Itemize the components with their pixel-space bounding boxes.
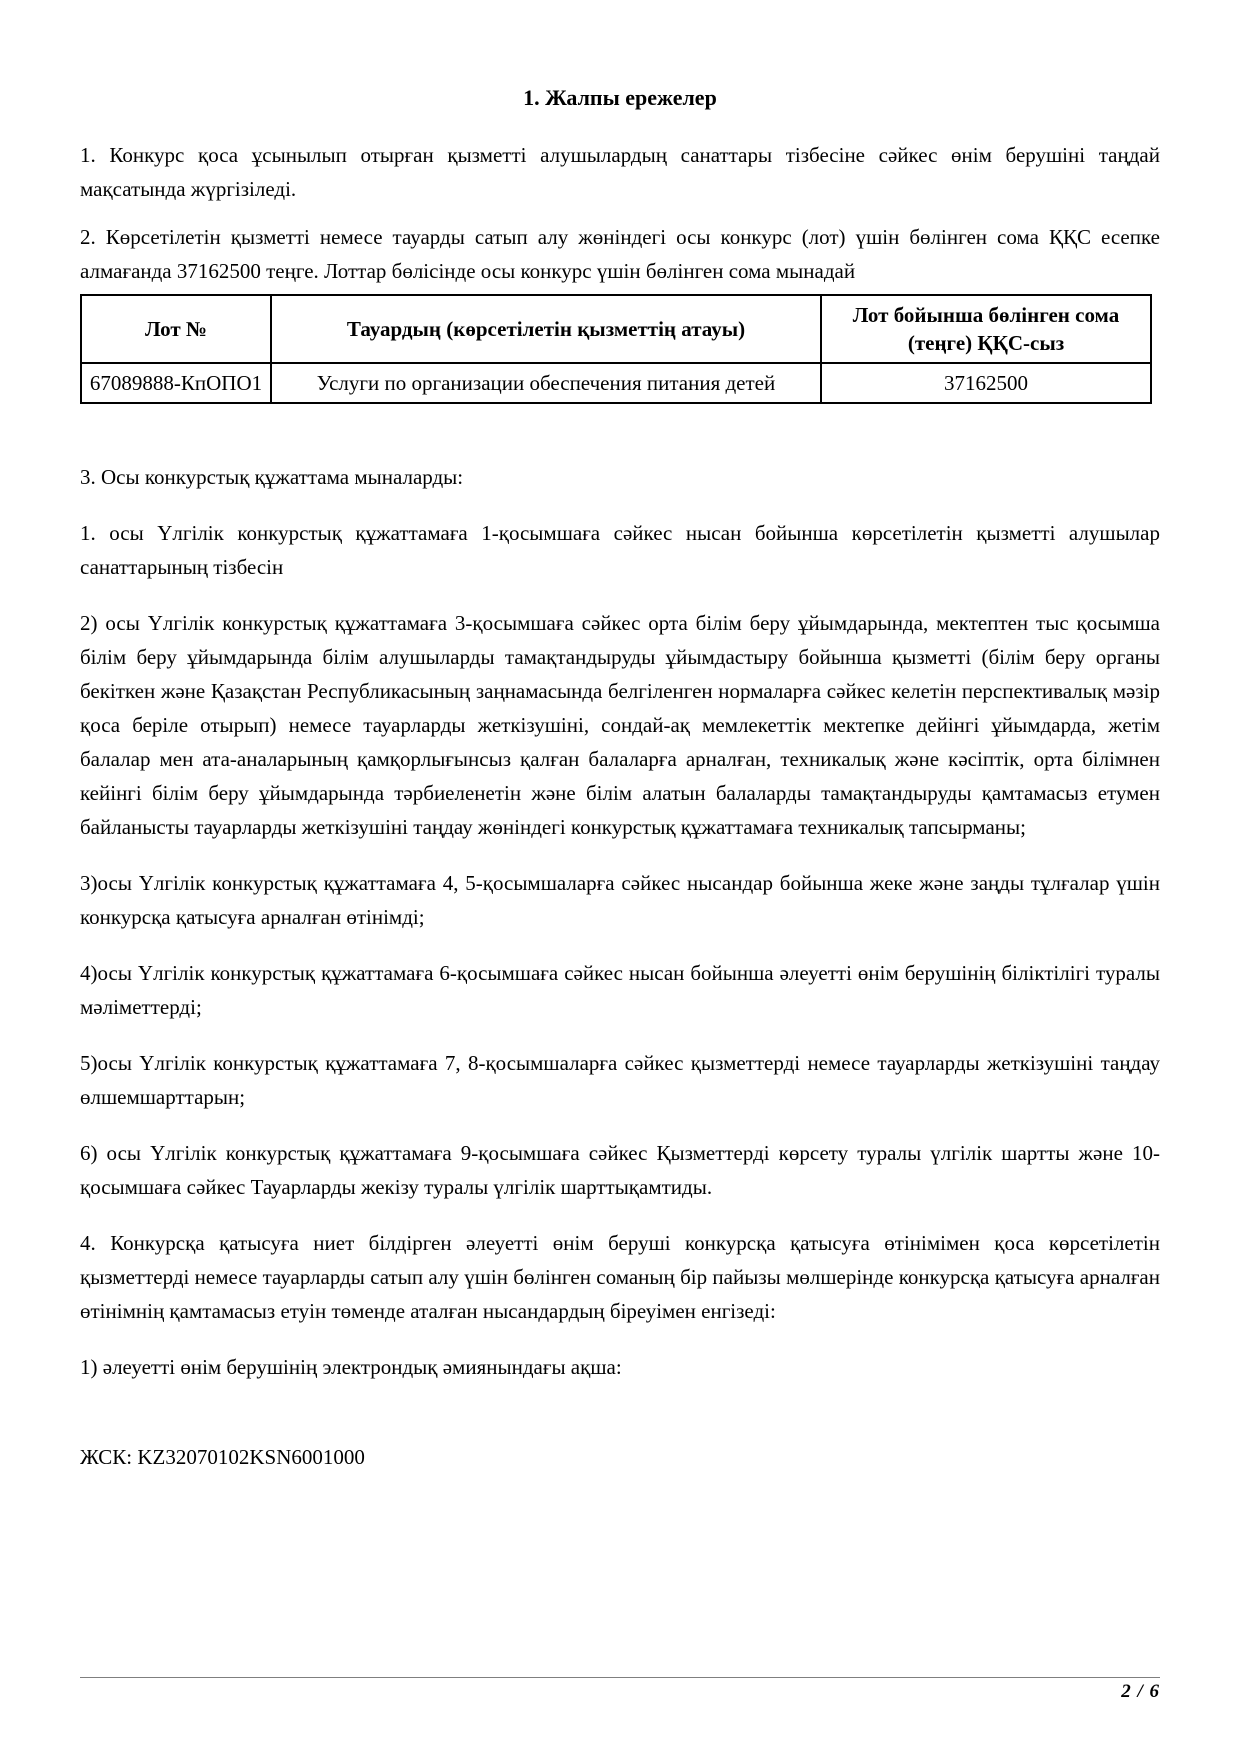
table-row — [81, 363, 1151, 403]
lot-table-body — [81, 363, 1151, 403]
list-item-1: 1. осы Үлгілік конкурстық құжаттамаға 1-қосымшаға сәйкес нысан бойынша көрсетілетін қызметті алушылар санаттарының тізбесін — [80, 521, 1160, 579]
lot-table-header-item-name-label: Тауардың (көрсетілетін қызметтің атауы) — [346, 317, 746, 341]
lot-number-cell: 67089888-КпОПО1 — [81, 363, 271, 403]
paragraph-2: 2. Көрсетілетін қызметті немесе тауарды сатып алу жөніндегі осы конкурс (лот) үшін бөлінген сома ҚҚС есепке алмағанда 37162500 теңге. Лоттар бөлісінде осы конкурс үшін бөлінген сома мынадай — [80, 225, 1160, 283]
paragraph-4: 4. Конкурсқа қатысуға ниет білдірген әлеуетті өнім беруші конкурсқа қатысуға өтінімімен қоса көрсетілетін қызметтерді немесе тауарларды сатып алу үшін бөлінген соманың бір пайызы мөлшерінде конкурсқа қатысуға арналған өтінімнің қамтамасыз етуін төменде аталған нысандардың біреуімен енгізеді: — [80, 1231, 1160, 1323]
item-name-cell: Услуги по организации обеспечения питания детей — [271, 363, 821, 403]
paragraph-3: 3. Осы конкурстық құжаттама мыналарды: — [80, 465, 464, 489]
lot-table-header — [81, 295, 1151, 363]
paragraph-1: 1. Конкурс қоса ұсынылып отырған қызметті алушылардың санаттары тізбесіне сәйкес өнім берушіні таңдай мақсатында жүргізіледі. — [80, 143, 1160, 201]
lot-sum-cell: 37162500 — [821, 363, 1151, 403]
section-title: 1. Жалпы ережелер — [523, 85, 717, 110]
lot-table-header-lot-no-label: Лот № — [144, 317, 207, 341]
paragraph-4-item-1: 1) әлеуетті өнім берушінің электрондық әмиянындағы ақша: — [80, 1355, 622, 1379]
lot-table-header-item-name — [271, 295, 821, 363]
page-number-indicator: 2 / 6 — [1121, 1681, 1160, 1702]
list-item-4: 4)осы Үлгілік конкурстық құжаттамаға 6-қосымшаға сәйкес нысан бойынша әлеуетті өнім берушінің біліктілігі туралы мәліметтерді; — [80, 961, 1160, 1019]
lot-table-header-lot-sum — [821, 295, 1151, 363]
document-content — [80, 0, 1160, 1474]
lot-table-header-row — [81, 295, 1151, 363]
list-item-6: 6) осы Үлгілік конкурстық құжаттамаға 9-қосымшаға сәйкес Қызметтерді көрсету туралы үлгілік шартты және 10-қосымшаға сәйкес Тауарларды жекізу туралы үлгілік шарттықамтиды. — [80, 1141, 1160, 1199]
list-item-3: 3)осы Үлгілік конкурстық құжаттамаға 4, 5-қосымшаларға сәйкес нысандар бойынша жеке және заңды тұлғалар үшін конкурсқа қатысуға арналған өтінімді; — [80, 871, 1160, 929]
lot-table — [80, 294, 1152, 404]
page-footer — [80, 1677, 1160, 1703]
lot-table-header-lot-sum-label: Лот бойынша бөлінген сома (теңге) ҚҚС-сыз — [852, 303, 1120, 355]
iic-account-line: ЖСК: KZ32070102KSN6001000 — [80, 1445, 365, 1469]
lot-table-header-lot-no — [81, 295, 271, 363]
list-item-5: 5)осы Үлгілік конкурстық құжаттамаға 7, 8-қосымшаларға сәйкес қызметтерді немесе тауарларды жеткізушіні таңдау өлшемшарттарын; — [80, 1051, 1160, 1109]
list-item-2: 2) осы Үлгілік конкурстық құжаттамаға 3-қосымшаға сәйкес орта білім беру ұйымдарында, мектептен тыс қосымша білім беру ұйымдарында білім алушыларды тамақтандыруды ұйымдастыру бойынша қызметті (білім беру органы бекіткен және Қазақстан Республикасының заңнамасында белгіленген нормаларға сәйкес келетін перспективалық мәзір қоса беріле отырып) немесе тауарларды жеткізушіні, сондай-ақ мемлекеттік мектепке дейінгі ұйымдарда, жетім балалар мен ата-аналарының қамқорлығынсыз қалған балаларға арналған, техникалық және кәсіптік, орта білімнен кейінгі білім беру ұйымдарында тәрбиеленетін және білім алатын балаларды тамақтандыруды қамтамасыз етумен байланысты тауарларды жеткізушіні таңдау жөніндегі конкурстық құжаттамаға техникалық тапсырманы; — [80, 611, 1160, 839]
